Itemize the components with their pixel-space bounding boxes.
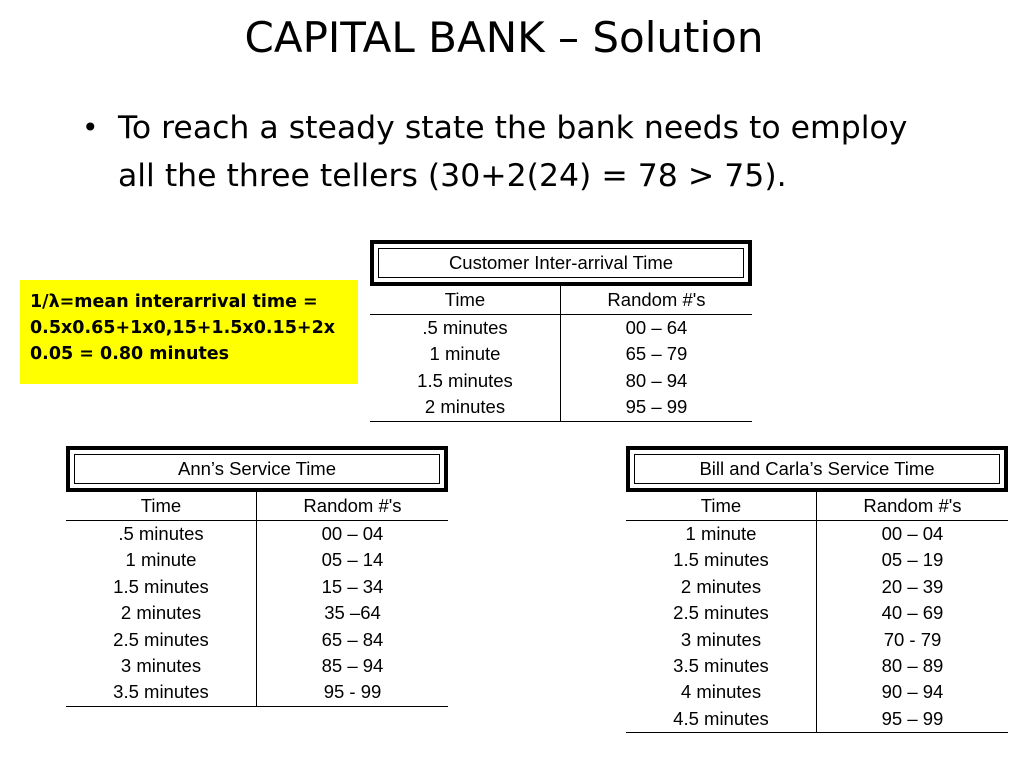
table-title: Customer Inter-arrival Time xyxy=(378,248,744,278)
table-row xyxy=(66,574,448,600)
interarrival-table xyxy=(370,240,752,422)
cell-time: 1.5 minutes xyxy=(370,368,561,394)
cell-random: 95 – 99 xyxy=(881,707,944,729)
table-title-box xyxy=(370,240,752,286)
cell-random: 40 – 69 xyxy=(881,602,944,624)
cell-random: 65 – 79 xyxy=(625,343,688,365)
cell-random: 65 – 84 xyxy=(321,628,384,650)
cell-random: 95 - 99 xyxy=(323,681,382,703)
table-row xyxy=(626,653,1008,679)
table-title-box xyxy=(626,446,1008,492)
table-row xyxy=(66,653,448,679)
cell-time: .5 minutes xyxy=(66,521,257,547)
table-row xyxy=(626,547,1008,573)
cell-random: 00 – 64 xyxy=(625,317,688,338)
column-header-random: Random #'s xyxy=(303,495,402,516)
cell-time: 2 minutes xyxy=(66,600,257,626)
column-header-time: Time xyxy=(626,492,817,520)
cell-random: 05 – 14 xyxy=(321,549,384,571)
cell-random: 20 – 39 xyxy=(881,575,944,597)
cell-random: 95 – 99 xyxy=(625,396,688,418)
table-row xyxy=(370,394,752,420)
cell-random: 85 – 94 xyxy=(321,654,384,676)
note-line-3: 0.05 = 0.80 minutes xyxy=(30,344,230,364)
cell-random: 80 – 94 xyxy=(625,369,688,391)
table-title: Bill and Carla’s Service Time xyxy=(634,454,1000,484)
table-row xyxy=(66,679,448,705)
cell-time: 1.5 minutes xyxy=(626,547,817,573)
cell-time: 4.5 minutes xyxy=(626,706,817,732)
table-row xyxy=(626,600,1008,626)
cell-time: 3 minutes xyxy=(626,627,817,653)
ann-service-table xyxy=(66,446,448,707)
cell-time: 2 minutes xyxy=(626,574,817,600)
table-column-headers xyxy=(370,286,752,315)
table-row xyxy=(370,315,752,341)
slide-title: CAPITAL BANK – Solution xyxy=(244,13,764,62)
table-row xyxy=(626,627,1008,653)
bullet-point xyxy=(82,104,962,200)
cell-time: .5 minutes xyxy=(370,315,561,341)
table-row xyxy=(626,679,1008,705)
table-row xyxy=(66,627,448,653)
table-row xyxy=(626,521,1008,547)
table-row xyxy=(66,521,448,547)
table-bottom-rule xyxy=(626,732,1008,733)
cell-time: 1 minute xyxy=(66,547,257,573)
cell-random: 00 – 04 xyxy=(881,523,944,544)
cell-time: 2.5 minutes xyxy=(626,600,817,626)
cell-random: 35 –64 xyxy=(324,602,381,624)
column-header-random: Random #'s xyxy=(863,495,962,516)
bullet-text-line-2: all the three tellers (30+2(24) = 78 > 75). xyxy=(118,158,787,194)
table-bottom-rule xyxy=(370,421,752,422)
column-header-time: Time xyxy=(66,492,257,520)
table-row xyxy=(626,574,1008,600)
table-column-headers xyxy=(626,492,1008,521)
bill-carla-service-table xyxy=(626,446,1008,733)
cell-time: 3.5 minutes xyxy=(66,679,257,705)
cell-time: 1 minute xyxy=(370,341,561,367)
table-row xyxy=(626,706,1008,732)
cell-random: 90 – 94 xyxy=(881,681,944,703)
cell-time: 1 minute xyxy=(626,521,817,547)
cell-time: 1.5 minutes xyxy=(66,574,257,600)
cell-random: 00 – 04 xyxy=(321,523,384,544)
interarrival-note-box xyxy=(20,280,358,384)
bullet-dot-icon: • xyxy=(82,111,99,144)
table-column-headers xyxy=(66,492,448,521)
cell-time: 2.5 minutes xyxy=(66,627,257,653)
table-title: Ann’s Service Time xyxy=(74,454,440,484)
cell-random: 80 – 89 xyxy=(881,654,944,676)
bullet-text-line-1: To reach a steady state the bank needs to employ xyxy=(118,110,908,146)
table-title-box xyxy=(66,446,448,492)
column-header-random: Random #'s xyxy=(607,289,706,310)
column-header-time: Time xyxy=(370,286,561,314)
cell-time: 2 minutes xyxy=(370,394,561,420)
note-line-2: 0.5x0.65+1x0,15+1.5x0.15+2x xyxy=(30,318,336,338)
table-row xyxy=(66,547,448,573)
cell-time: 3.5 minutes xyxy=(626,653,817,679)
table-row xyxy=(370,368,752,394)
cell-time: 3 minutes xyxy=(66,653,257,679)
note-line-1: 1/λ=mean interarrival time = xyxy=(30,292,318,312)
table-row xyxy=(370,341,752,367)
cell-random: 15 – 34 xyxy=(321,575,384,597)
cell-time: 4 minutes xyxy=(626,679,817,705)
table-row xyxy=(66,600,448,626)
table-bottom-rule xyxy=(66,706,448,707)
cell-random: 70 - 79 xyxy=(883,628,942,650)
cell-random: 05 – 19 xyxy=(881,549,944,571)
